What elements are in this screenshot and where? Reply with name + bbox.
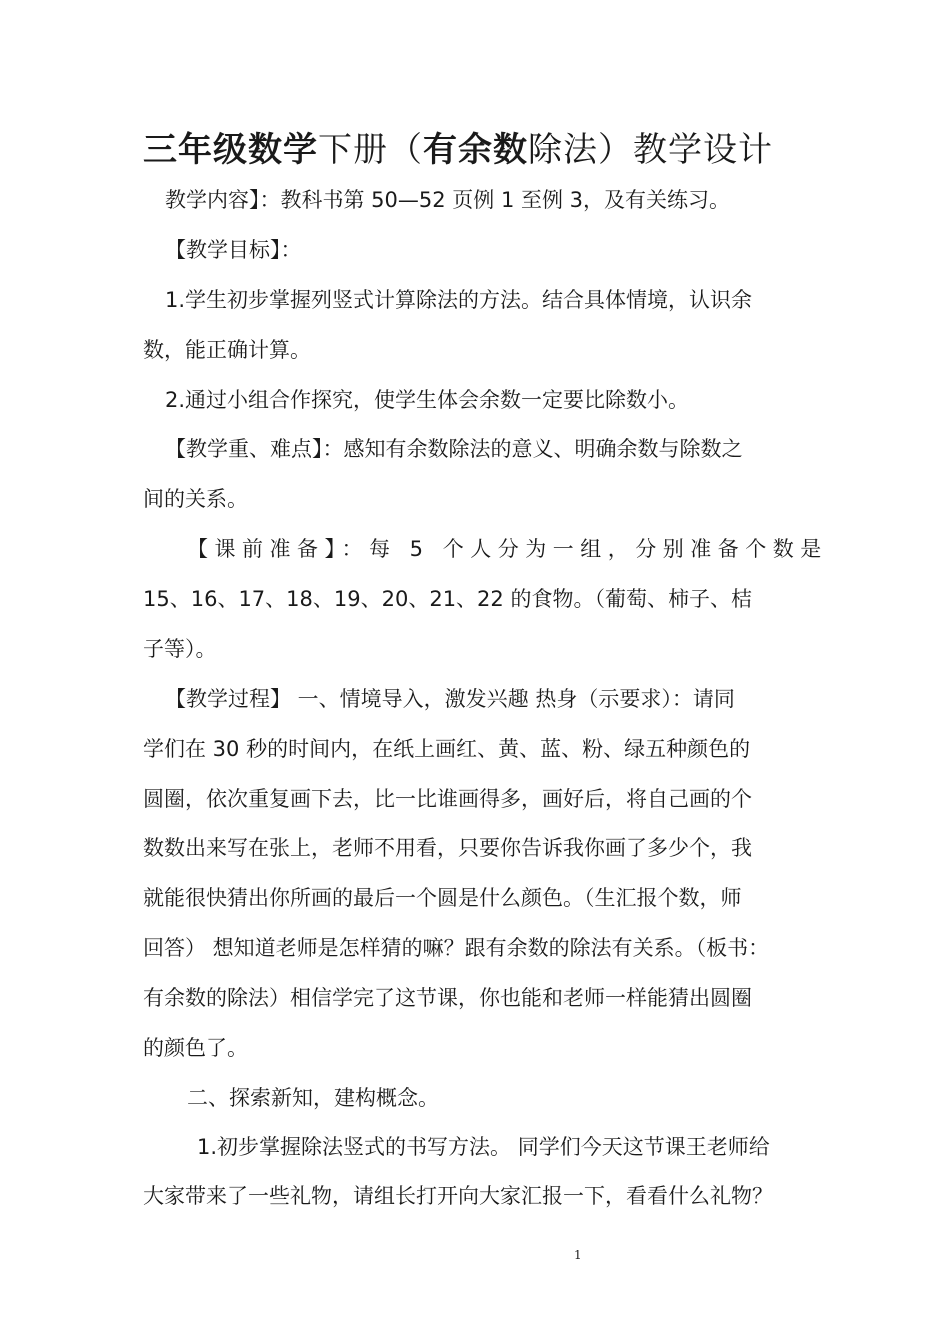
process-line-1: 【教学过程】 一、情境导入，激发兴趣 热身（示要求）：请同 — [165, 687, 735, 711]
process-line-5: 就能很快猜出你所画的最后一个圆是什么颜色。（生汇报个数，师 — [143, 886, 742, 910]
process-line-7: 有余数的除法）相信学完了这节课，你也能和老师一样能猜出圆圈 — [143, 986, 752, 1010]
preparation-line-3: 子等）。 — [143, 637, 217, 661]
process-line-8: 的颜色了。 — [143, 1036, 248, 1060]
title-part-division-design: 除法）教学设计 — [528, 130, 773, 170]
page-number: 1 — [574, 1248, 582, 1262]
goal-2-line: 2.通过小组合作探究，使学生体会余数一定要比除数小。 — [165, 388, 690, 412]
teaching-goals-heading: 【教学目标】： — [165, 238, 302, 262]
process-line-3: 圆圈，依次重复画下去，比一比谁画得多，画好后，将自己画的个 — [143, 787, 752, 811]
key-points-line-1: 【教学重、难点】：感知有余数除法的意义、明确余数与除数之 — [165, 437, 743, 461]
preparation-line-2: 15、16、17、18、19、20、21、22 的食物。（葡萄、柿子、桔 — [143, 587, 752, 611]
process-line-6: 回答） 想知道老师是怎样猜的嘛？跟有余数的除法有关系。（板书： — [143, 936, 770, 960]
process-line-2: 学们在 30 秒的时间内，在纸上画红、黄、蓝、粉、绿五种颜色的 — [143, 737, 751, 761]
section-2-item-1-line-2: 大家带来了一些礼物，请组长打开向大家汇报一下，看看什么礼物？ — [143, 1184, 773, 1208]
teaching-content-line: 教学内容】：教科书第 50—52 页例 1 至例 3，及有关练习。 — [165, 188, 731, 212]
title-part-volume: 下册（ — [318, 130, 423, 170]
document-title — [143, 128, 773, 172]
title-part-grade-math: 三年级数学 — [143, 130, 318, 170]
section-2-item-1-line-1: 1.初步掌握除法竖式的书写方法。 同学们今天这节课王老师给 — [197, 1135, 770, 1159]
goal-1-line-2: 数，能正确计算。 — [143, 338, 311, 362]
section-2-heading: 二、探索新知，建构概念。 — [187, 1086, 439, 1110]
key-points-line-2: 间的关系。 — [143, 487, 248, 511]
title-part-remainder: 有余数 — [423, 130, 528, 170]
preparation-line-1: 【课前准备】：每 5 个人分为一组，分别准备个数是 — [187, 537, 828, 561]
goal-1-line-1: 1.学生初步掌握列竖式计算除法的方法。结合具体情境，认识余 — [165, 288, 753, 312]
process-line-4: 数数出来写在张上，老师不用看，只要你告诉我你画了多少个，我 — [143, 836, 752, 860]
